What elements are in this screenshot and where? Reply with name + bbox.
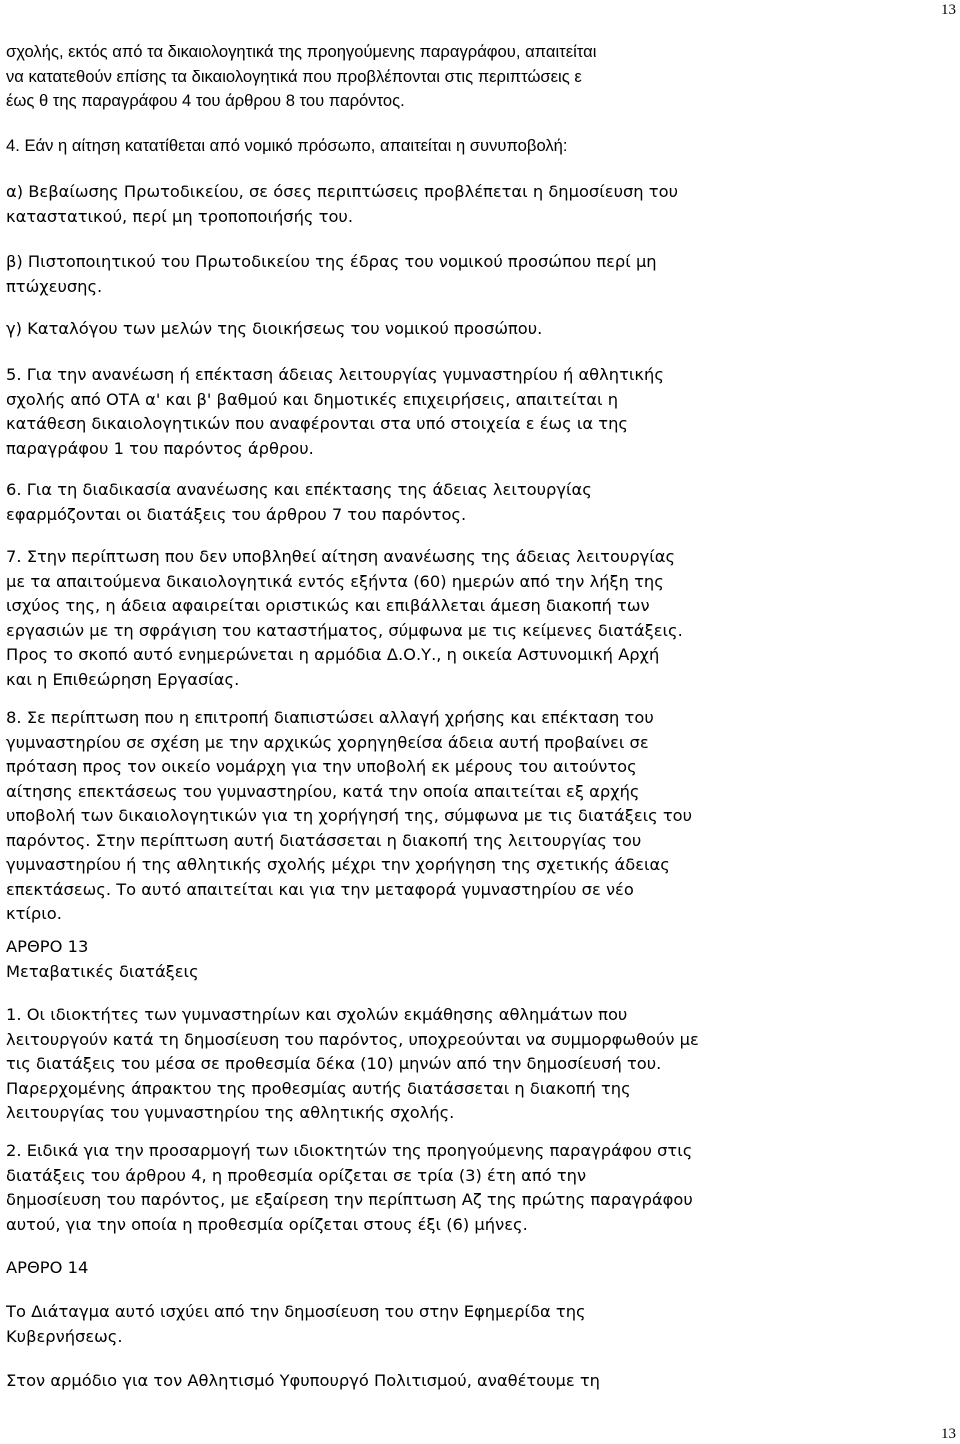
article-13-paragraph-1: 1. Οι ιδιοκτήτες των γυμναστηρίων και σχολών εκμάθησης αθλημάτων που λειτουργούν κατά τη δημοσίευση του παρόντος, υποχρεούνται να συμμορφωθούν με τις διατάξεις του μέσα σε προθεσμία δέκα (10) μηνών από την δημοσίευσή του. Παρερχομένης άπρακτου της προθεσμίας αυτής διατάσσεται η διακοπή της λειτουργίας του γυμναστηρίου της αθλητικής σχολής. [6, 1005, 699, 1122]
closing-line: Στον αρμόδιο για τον Αθλητισμό Υφυπουργό Πολιτισμού, αναθέτουμε τη [6, 1371, 601, 1390]
page-number-top: 13 [941, 2, 956, 18]
article-14-text: Το Διάταγμα αυτό ισχύει από την δημοσίευση του στην Εφημερίδα της Κυβερνήσεως. [6, 1302, 586, 1346]
paragraph-4c: γ) Καταλόγου των μελών της διοικήσεως του νομικού προσώπου. [6, 319, 543, 338]
paragraph-6: 6. Για τη διαδικασία ανανέωσης και επέκτασης της άδειας λειτουργίας εφαρμόζονται οι διατάξεις του άρθρου 7 του παρόντος. [6, 480, 592, 524]
article-13-paragraph-2: 2. Ειδικά για την προσαρμογή των ιδιοκτητών της προηγούμενης παραγράφου στις διατάξεις του άρθρου 4, η προθεσμία ορίζεται σε τρία (3) έτη από την δημοσίευση του παρόντος, με εξαίρεση την περίπτωση Αζ της πρώτης παραγράφου αυτού, για την οποία η προθεσμία ορίζεται στους έξι (6) μήνες. [6, 1141, 693, 1234]
paragraph-8: 8. Σε περίπτωση που η επιτροπή διαπιστώσει αλλαγή χρήσης και επέκταση του γυμναστηρίου σε σχέση με την αρχικώς χορηγηθείσα άδεια αυτή προβαίνει σε πρόταση προς τον οικείο νομάρχη για την υποβολή εκ μέρους του αιτούντος αίτησης επεκτάσεως του γυμναστηρίου, κατά την οποία απαιτείται εξ αρχής υποβολή των δικαιολογητικών για τη χορήγησή της, σύμφωνα με τις διατάξεις του παρόντος. Στην περίπτωση αυτή διατάσσεται η διακοπή της λειτουργίας του γυμναστηρίου ή της αθλητικής σχολής μέχρι την χορήγηση της σχετικής άδειας επεκτάσεως. Το αυτό απαιτείται και για την μεταφορά γυμναστηρίου σε νέο κτίριο. [6, 708, 693, 923]
page-number-bottom: 13 [941, 1426, 956, 1442]
paragraph-continuation: σχολής, εκτός από τα δικαιολογητικά της προηγούμενης παραγράφου, απαιτείται να κατατεθούν επίσης τα δικαιολογητικά που προβλέπονται στις περιπτώσεις ε έως θ της παραγράφου 4 του άρθρου 8 του παρόντος. [6, 42, 597, 110]
paragraph-5: 5. Για την ανανέωση ή επέκταση άδειας λειτουργίας γυμναστηρίου ή αθλητικής σχολής από ΟΤΑ α' και β' βαθμού και δημοτικές επιχειρήσεις, απαιτείται η κατάθεση δικαιολογητικών που αναφέρονται στα υπό στοιχεία ε έως ια της παραγράφου 1 του παρόντος άρθρου. [6, 365, 664, 458]
paragraph-4: 4. Εάν η αίτηση κατατίθεται από νομικό πρόσωπο, απαιτείται η συνυποβολή: [6, 136, 568, 155]
paragraph-4a: α) Βεβαίωσης Πρωτοδικείου, σε όσες περιπτώσεις προβλέπεται η δημοσίευση του καταστατικού, περί μη τροποποιήσής του. [6, 182, 678, 226]
article-13-heading: ΑΡΘΡΟ 13 Μεταβατικές διατάξεις [6, 937, 199, 981]
paragraph-4b: β) Πιστοποιητικού του Πρωτοδικείου της έδρας του νομικού προσώπου περί μη πτώχευσης. [6, 252, 657, 296]
paragraph-7: 7. Στην περίπτωση που δεν υποβληθεί αίτηση ανανέωσης της άδειας λειτουργίας με τα απαιτούμενα δικαιολογητικά εντός εξήντα (60) ημερών από την λήξη της ισχύος της, η άδεια αφαιρείται οριστικώς και επιβάλλεται άμεση διακοπή των εργασιών με τη σφράγιση του καταστήματος, σύμφωνα με τις κείμενες διατάξεις. Προς το σκοπό αυτό ενημερώνεται η αρμόδια Δ.Ο.Υ., η οικεία Αστυνομική Αρχή και η Επιθεώρηση Εργασίας. [6, 547, 683, 689]
article-14-heading: ΑΡΘΡΟ 14 [6, 1258, 89, 1277]
